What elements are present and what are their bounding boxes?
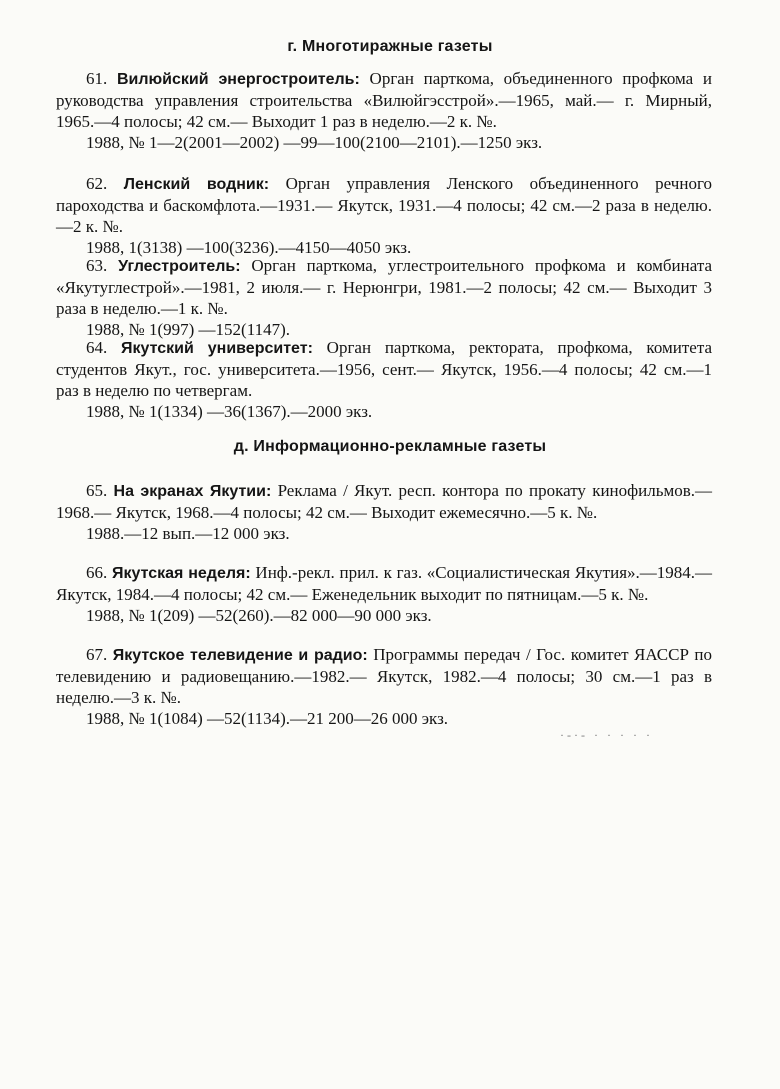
bibliographic-entry bbox=[56, 173, 712, 258]
bibliographic-entry bbox=[56, 562, 712, 626]
section-heading: д. Информационно-рекламные газеты bbox=[233, 438, 547, 455]
entry-holdings: 1988, № 1(209) —52(260).—82 000—90 000 экз. bbox=[86, 606, 432, 625]
entry-title: Якутская неделя: bbox=[111, 565, 251, 582]
entry-holdings: 1988, № 1—2(2001—2002) —99—100(2100—2101).—1250 экз. bbox=[86, 133, 543, 152]
entry-number: 61. bbox=[86, 69, 108, 88]
entry-body: Инф.-рекл. прил. к газ. «Социалистическая Якутия».—1984.— Якутск, 1984.—4 полосы; 42 см.— Еженедельник выходит по пятницам.—5 к. №. bbox=[56, 563, 713, 604]
entry-number: 63. bbox=[86, 256, 108, 275]
entry-title: На экранах Якутии: bbox=[113, 483, 272, 500]
bibliographic-entry bbox=[56, 68, 712, 153]
entry-title: Углестроитель: bbox=[118, 258, 241, 275]
entry-number: 66. bbox=[86, 563, 108, 582]
entry-body: Реклама / Якут. респ. контора по прокату кинофильмов.—1968.— Якутск, 1968.—4 полосы; 42 см.— Выходит ежемесячно.—5 к. №. bbox=[56, 481, 713, 522]
entry-number: 62. bbox=[86, 174, 108, 193]
bibliographic-entry bbox=[56, 255, 712, 340]
entry-number: 67. bbox=[86, 645, 108, 664]
entry-holdings: 1988, № 1(997) —152(1147). bbox=[86, 320, 290, 339]
entry-body: Орган управления Ленского объединенного речного пароходства и баскомфлота.—1931.— Якутск, 1931.—4 полосы; 42 см.—2 раза в неделю.—2 к. №. bbox=[56, 174, 712, 236]
bibliographic-entry bbox=[56, 644, 712, 729]
entry-holdings: 1988.—12 вып.—12 000 экз. bbox=[86, 524, 290, 543]
entry-body: Программы передач / Гос. комитет ЯАССР по телевидению и радиовещанию.—1982.— Якутск, 1982.—4 полосы; 30 см.—1 раз в неделю.—3 к. №. bbox=[56, 645, 713, 707]
entry-title: Ленский водник: bbox=[123, 176, 270, 193]
entry-number: 65. bbox=[86, 481, 108, 500]
entry-holdings: 1988, 1(3138) —100(3236).—4150—4050 экз. bbox=[86, 238, 412, 257]
entry-body: Орган парткома, углестроительного профкома и комбината «Якутуглестрой».—1981, 2 июля.— г. Нерюнгри, 1981.—2 полосы; 42 см.— Выходит 3 раза в неделю.—1 к. №. bbox=[56, 256, 713, 318]
entry-holdings: 1988, № 1(1334) —36(1367).—2000 экз. bbox=[86, 402, 373, 421]
entry-title: Якутский университет: bbox=[121, 340, 313, 357]
entry-title: Якутское телевидение и радио: bbox=[112, 647, 368, 664]
bibliographic-entry bbox=[56, 480, 712, 544]
section-heading: г. Многотиражные газеты bbox=[287, 38, 493, 55]
entry-holdings: 1988, № 1(1084) —52(1134).—21 200—26 000 экз. bbox=[86, 709, 449, 728]
entry-number: 64. bbox=[86, 338, 108, 357]
entry-body: Орган парткома, ректората, профкома, комитета студентов Якут., гос. университета.—1956, сент.— Якутск, 1956.—4 полосы; 42 см.—1 раз в неделю по четвергам. bbox=[56, 338, 713, 400]
entry-body: Орган парткома, объединенного профкома и руководства управления строительства «Вилюйгэсстрой».—1965, май.— г. Мирный, 1965.—4 полосы; 42 см.— Выходит 1 раз в неделю.—2 к. №. bbox=[56, 69, 713, 131]
bibliographic-entry bbox=[56, 337, 712, 422]
entry-title: Вилюйский энергостроитель: bbox=[116, 71, 360, 88]
scan-smudge: ·-·- · · · · · bbox=[560, 728, 653, 742]
